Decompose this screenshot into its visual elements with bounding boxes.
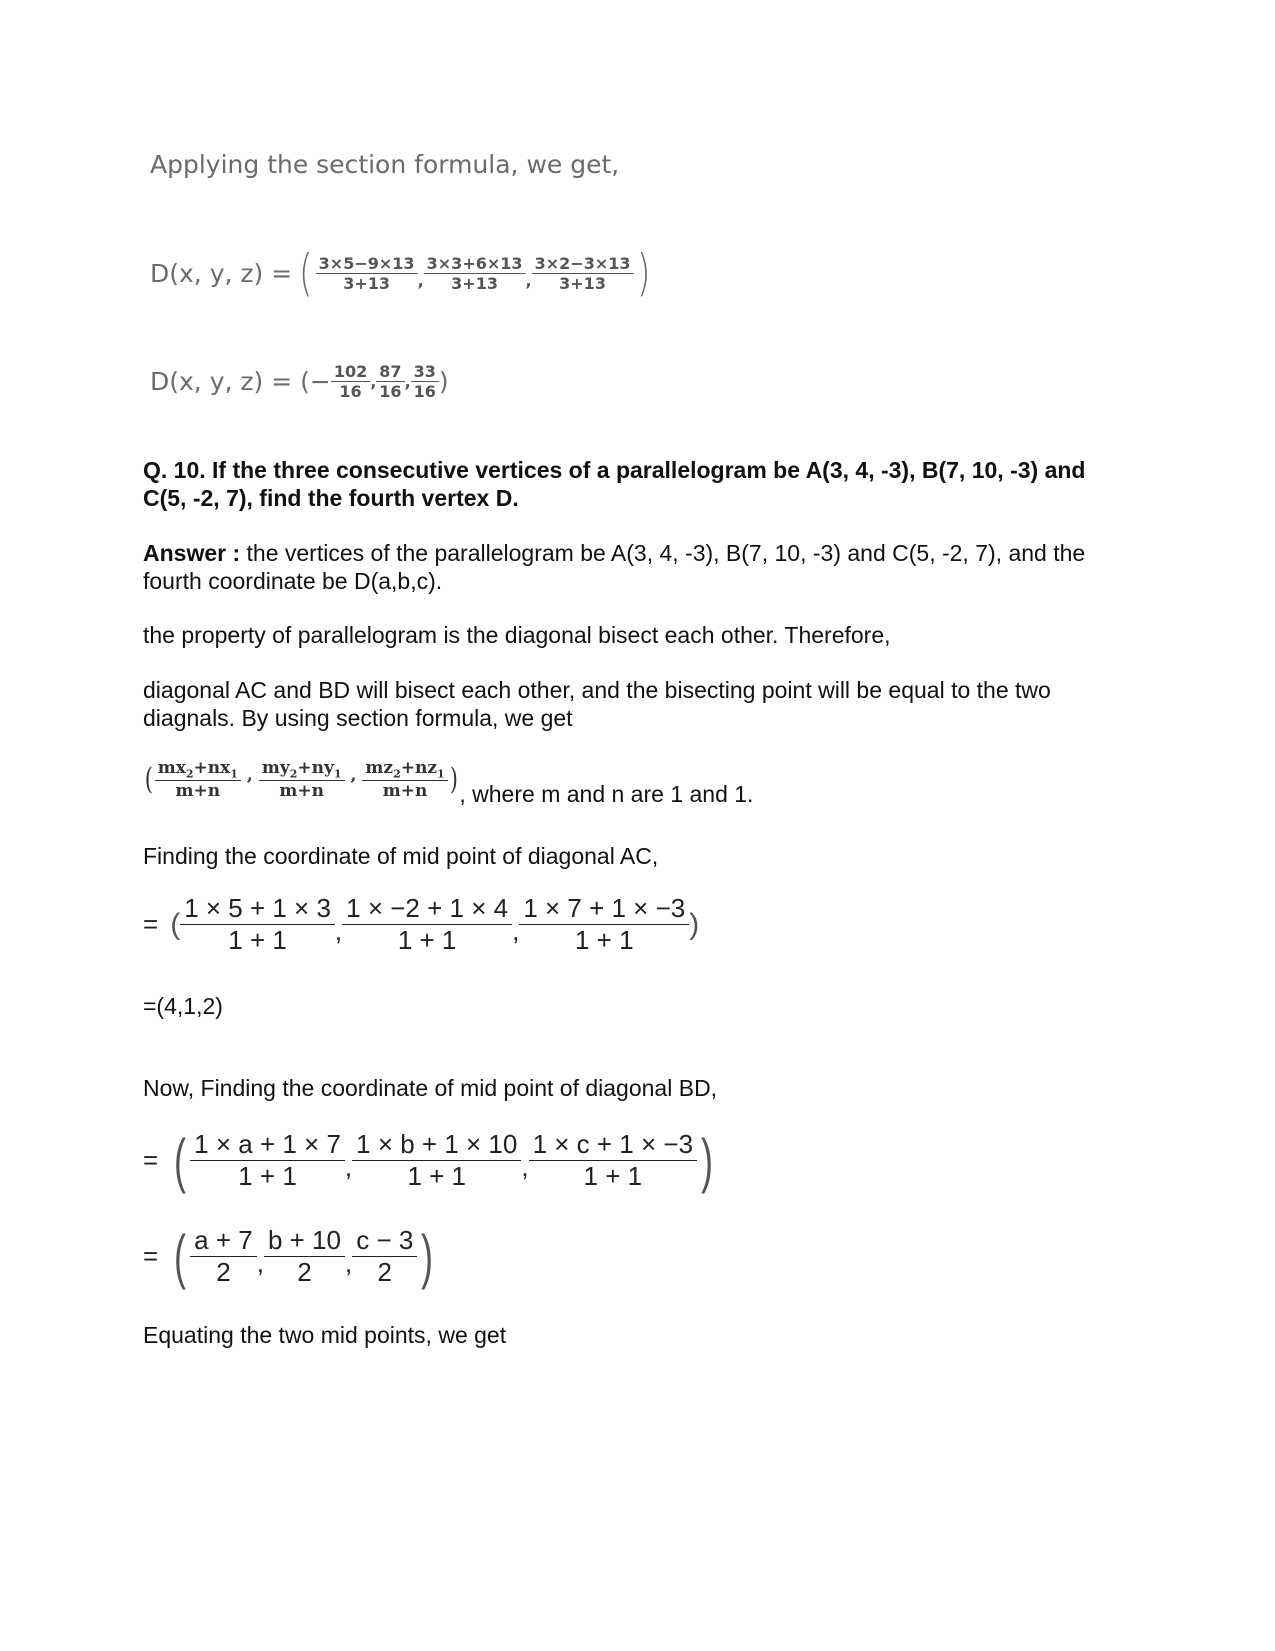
eq1-frac-z: $\frac{3\times 2-3\times 13}{3+13}$ — [532, 254, 634, 293]
eq1-frac-x: $\frac{3\times 5-9\times 13}{3+13}$ — [316, 254, 418, 293]
eq-bd2-equals: = — [143, 1241, 159, 1271]
eq-ac-equals: = — [143, 909, 159, 939]
equating-line: Equating the two mid points, we get — [143, 1322, 507, 1348]
result-ac: =(4,1,2) — [143, 993, 223, 1019]
eq1-frac-y: $\frac{3\times 3+6\times 13}{3+13}$ — [424, 254, 526, 293]
equation-ac: = ( $\frac{1 \times 5 + 1 \times 3}{1 + 1}$ , $\frac{1 \times -2 + 1 \times 4}{1 + 1}$ , $\frac{1 \times 7 + 1 \times -3}{1 + 1}$ ) — [143, 893, 700, 955]
eq1-close-paren: ) — [636, 244, 651, 302]
equation-d-section: D(x, y, z) = ( $\frac{3\times 5-9\times 13}{3+13}$ , $\frac{3\times 3+6\times 13}{3+13}$ , $\frac{3\times 2-3\times 13}{3+13}$ ) — [150, 244, 651, 302]
eq-bd2-frac-z: $\frac{c - 3}{2}$ — [352, 1225, 417, 1288]
eq-ac-frac-z: $\frac{1 \times 7 + 1 \times -3}{1 + 1}$ — [519, 893, 689, 956]
eq-bd-open-paren: ( — [174, 1127, 187, 1194]
eq-bd2-open-paren: ( — [174, 1223, 187, 1290]
mid-ac-line: Finding the coordinate of mid point of diagonal AC, — [143, 843, 659, 869]
eq-bd2-frac-x: $\frac{a + 7}{2}$ — [190, 1225, 257, 1288]
eq2-frac-x: $\frac{102}{16}$ — [331, 362, 370, 401]
eq2-lhs: D(x, y, z) = (− — [150, 367, 331, 396]
eq-bd-equals: = — [143, 1145, 159, 1175]
eq1-lhs: D(x, y, z) = — [150, 258, 293, 288]
answer-paragraph — [143, 539, 1103, 595]
eq-ac-frac-y: $\frac{1 \times -2 + 1 \times 4}{1 + 1}$ — [342, 893, 512, 956]
eq-bd2-close-paren: ) — [421, 1223, 434, 1290]
diagonal-line: diagonal AC and BD will bisect each other, and the bisecting point will be equal to the two diagnals. By using section formula, we get — [143, 677, 1051, 731]
equation-d-result: D(x, y, z) = (− $\frac{102}{16}$ , $\frac{87}{16}$ , $\frac{33}{16}$ ) — [150, 362, 449, 401]
eq1-open-paren: ( — [299, 244, 313, 302]
property-line: the property of parallelogram is the diagonal bisect each other. Therefore, — [143, 622, 891, 648]
formula-frac-x: $\frac{mx_2+nx_1}{m+n}$ — [155, 758, 241, 801]
eq-bd-frac-y: $\frac{1 \times b + 1 \times 10}{1 + 1}$ — [352, 1129, 521, 1192]
equation-bd: = ( $\frac{1 \times a + 1 \times 7}{1 + 1}$ , $\frac{1 \times b + 1 \times 10}{1 + 1}$ , $\frac{1 \times c + 1 \times -3}{1 + 1}$ ) — [143, 1127, 714, 1194]
answer-label: Answer : — [143, 540, 241, 566]
mid-bd-line: Now, Finding the coordinate of mid point of diagonal BD, — [143, 1075, 718, 1101]
formula-frac-z: $\frac{mz_2+nz_1}{m+n}$ — [362, 758, 447, 801]
eq-bd-frac-x: $\frac{1 \times a + 1 \times 7}{1 + 1}$ — [190, 1129, 345, 1192]
section-formula: ( $\frac{mx_2+nx_1}{m+n}$ , $\frac{my_2+ny_1}{m+n}$ , $\frac{mz_2+nz_1}{m+n}$ ) , where m and n are 1 and 1. — [144, 758, 754, 807]
formula-open-paren: ( — [144, 762, 153, 798]
eq-bd2-frac-y: $\frac{b + 10}{2}$ — [264, 1225, 345, 1288]
intro-line: Applying the section formula, we get, — [150, 150, 620, 179]
formula-suffix: , where m and n are 1 and 1. — [459, 780, 754, 807]
answer-text: the vertices of the parallelogram be A(3, 4, -3), B(7, 10, -3) and C(5, -2, 7), and the fourth coordinate be D(a,b,c). — [143, 540, 1086, 594]
eq-ac-open-paren: ( — [170, 907, 181, 941]
eq2-frac-z: $\frac{33}{16}$ — [411, 362, 439, 401]
question-text: Q. 10. If the three consecutive vertices of a parallelogram be A(3, 4, -3), B(7, 10, -3) and C(5, -2, 7), find the fourth vertex D. — [143, 457, 1086, 511]
formula-close-paren: ) — [449, 762, 458, 798]
eq2-frac-y: $\frac{87}{16}$ — [376, 362, 404, 401]
equation-bd-simplified: = ( $\frac{a + 7}{2}$ , $\frac{b + 10}{2}$ , $\frac{c - 3}{2}$ ) — [143, 1223, 434, 1290]
eq-ac-frac-x: $\frac{1 \times 5 + 1 \times 3}{1 + 1}$ — [180, 893, 335, 956]
formula-frac-y: $\frac{my_2+ny_1}{m+n}$ — [259, 758, 345, 801]
eq-ac-close-paren: ) — [689, 907, 700, 941]
eq2-close-paren: ) — [438, 367, 449, 396]
eq-bd-frac-z: $\frac{1 \times c + 1 \times -3}{1 + 1}$ — [529, 1129, 697, 1192]
eq-bd-close-paren: ) — [701, 1127, 714, 1194]
